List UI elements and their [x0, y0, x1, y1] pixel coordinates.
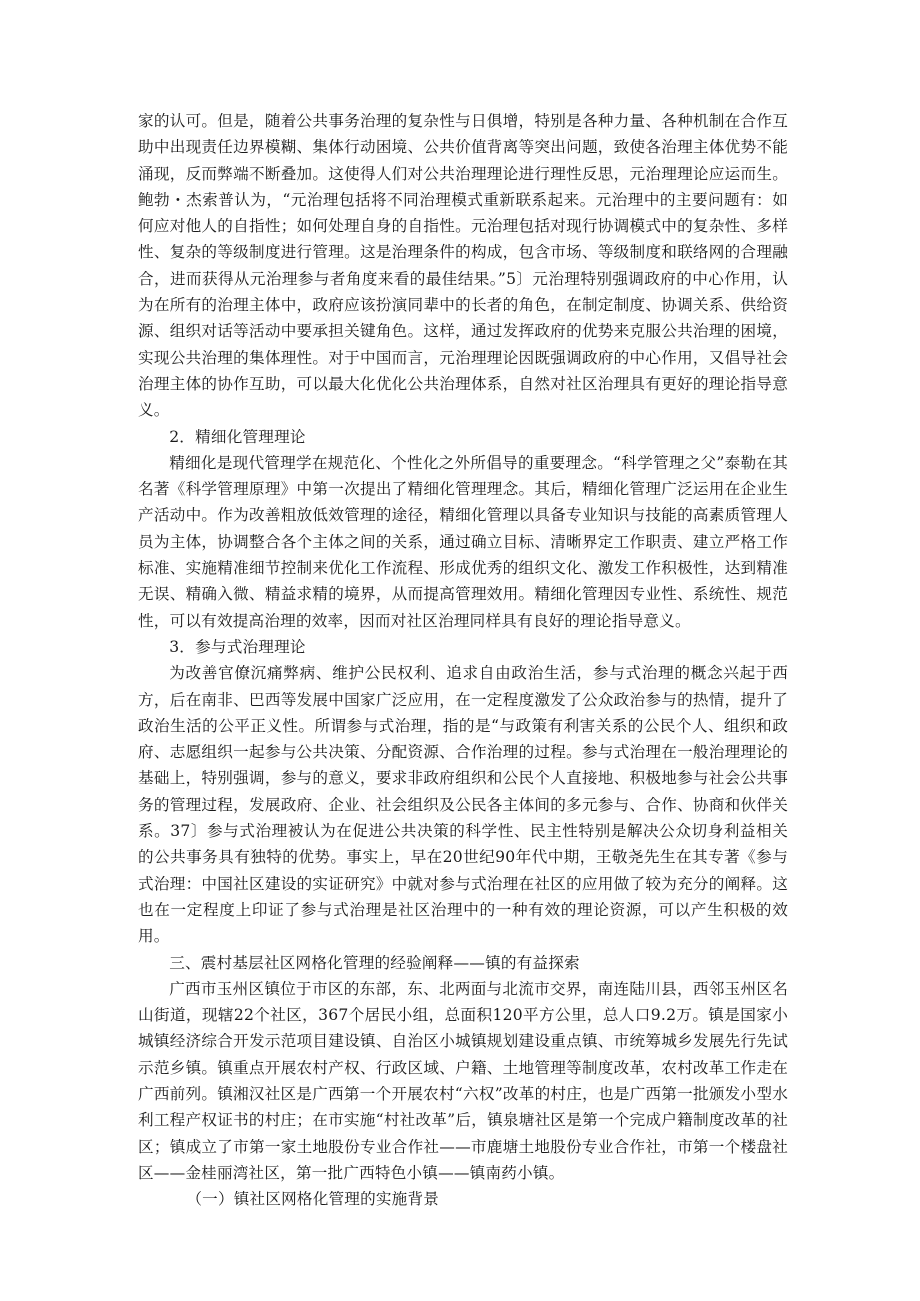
section-heading-refined-management: 2．精细化管理理论 — [169, 427, 306, 446]
paragraph-meta-governance: 家的认可。但是，随着公共事务治理的复杂性与日俱增，特别是各种力量、各种机制在合作互助中出现责任边界模糊、集体行动困境、公共价值背离等突出问题，致使各治理主体优势不能涌现，反而弊端不断叠加。这使得人们对公共治理理论进行理性反思，元治理理论应运而生。鲍勃・杰索普认为，“元治理包括将不同治理模式重新联系起来。元治理中的主要问题有：如何应对他人的自指性；如何处理自身的自指性。元治理包括对现行协调模式中的复杂性、多样性、复杂的等级制度进行管理。这是治理条件的构成，包含市场、等级制度和联络网的合理融合，进而获得从元治理参与者角度来看的最佳结果。”5〕元治理特别强调政府的中心作用，认为在所有的治理主体中，政府应该扮演同辈中的长者的角色，在制定制度、协调关系、供给资源、组织对话等活动中要承担关键角色。这样，通过发挥政府的优势来克服公共治理的困境，实现公共治理的集体理性。对于中国而言，元治理理论因既强调政府的中心作用，又倡导社会治理主体的协作互助，可以最大化优化公共治理体系，自然对社区治理具有更好的理论指导意义。 — [138, 112, 788, 420]
chapter-heading-grid-management: 三、震村基层社区网格化管理的经验阐释——镇的有益探索 — [169, 953, 580, 972]
subsection-heading-background: （一）镇社区网格化管理的实施背景 — [186, 1190, 440, 1209]
paragraph-town-overview: 广西市玉州区镇位于市区的东部，东、北两面与北流市交界，南连陆川县，西邻玉州区名山街道，现辖22个社区，367个居民小组，总面积120平方公里，总人口9.2万。镇是国家小城镇经济综合开发示范项目建设镇、自治区小城镇规划建设重点镇、市统筹城乡发展先行先试示范乡镇。镇重点开展农村产权、行政区域、户籍、土地管理等制度改革，农村改革工作走在广西前列。镇湘汉社区是广西第一个开展农村“六权”改革的村庄，也是广西第一批颁发小型水利工程产权证书的村庄；在市实施“村社改革”后，镇泉塘社区是第一个完成户籍制度改革的社区；镇成立了市第一家土地股份专业合作社——市鹿塘土地股份专业合作社，市第一个楼盘社区——金桂丽湾社区，第一批广西特色小镇——镇南药小镇。 — [138, 979, 788, 1182]
document-body — [138, 108, 788, 1212]
paragraph-refined-management: 精细化是现代管理学在规范化、个性化之外所倡导的重要理念。“科学管理之父”泰勒在其名著《科学管理原理》中第一次提出了精细化管理理念。其后，精细化管理广泛运用在企业生产活动中。作为改善粗放低效管理的途径，精细化管理以具备专业知识与技能的高素质管理人员为主体，协调整合各个主体之间的关系，通过确立目标、清晰界定工作职责、建立严格工作标准、实施精准细节控制来优化工作流程、形成优秀的组织文化、激发工作积极性，达到精准无误、精确入微、精益求精的境界，从而提高管理效用。精细化管理因专业性、系统性、规范性，可以有效提高治理的效率，因而对社区治理同样具有良好的理论指导意义。 — [138, 453, 788, 630]
paragraph-participatory-governance: 为改善官僚沉痛弊病、维护公民权利、追求自由政治生活，参与式治理的概念兴起于西方，后在南非、巴西等发展中国家广泛应用，在一定程度激发了公众政治参与的热情，提升了政治生活的公平正义性。所谓参与式治理，指的是“与政策有利害关系的公民个人、组织和政府、志愿组织一起参与公共决策、分配资源、合作治理的过程。参与式治理在一般治理理论的基础上，特别强调，参与的意义，要求非政府组织和公民个人直接地、积极地参与社会公共事务的管理过程，发展政府、企业、社会组织及公民各主体间的多元参与、合作、协商和伙伴关系。37〕参与式治理被认为在促进公共决策的科学性、民主性特别是解决公众切身利益相关的公共事务具有独特的优势。事实上，早在20世纪90年代中期，王敬尧先生在其专著《参与式治理：中国社区建设的实证研究》中就对参与式治理在社区的应用做了较为充分的阐释。这也在一定程度上印证了参与式治理是社区治理中的一种有效的理论资源，可以产生积极的效用。 — [138, 664, 788, 946]
section-heading-participatory-governance: 3．参与式治理理论 — [169, 637, 306, 656]
